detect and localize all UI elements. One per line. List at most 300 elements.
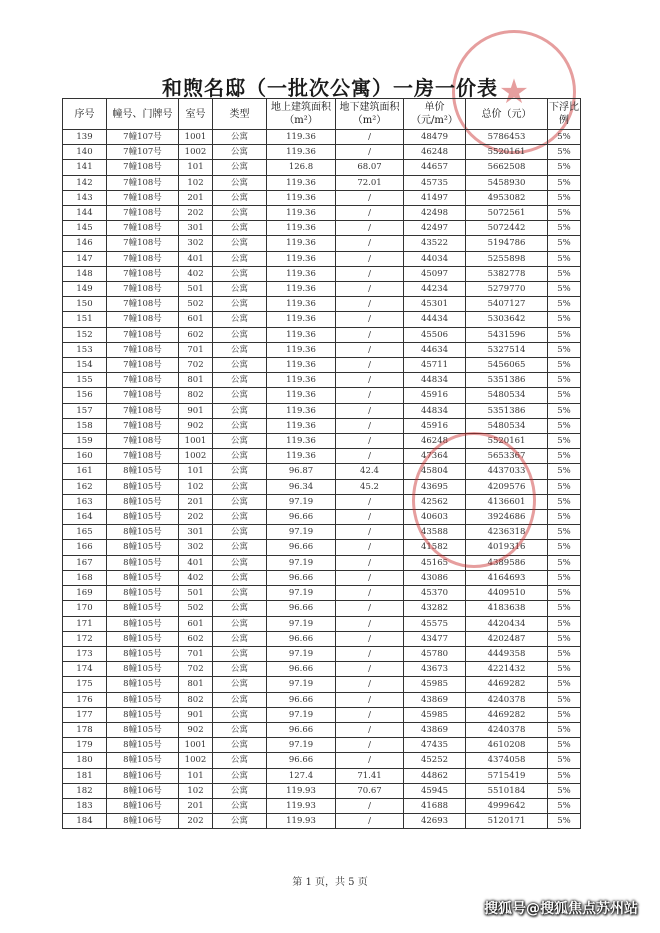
table-cell: 43477: [404, 631, 466, 646]
table-cell: /: [336, 282, 404, 297]
table-cell: 119.36: [267, 358, 336, 373]
table-cell: 402: [179, 266, 213, 281]
table-cell: 5%: [548, 160, 581, 175]
table-cell: 5520161: [466, 434, 548, 449]
table-cell: 45985: [404, 677, 466, 692]
table-cell: 公寓: [213, 175, 267, 190]
table-cell: 公寓: [213, 768, 267, 783]
table-cell: 158: [63, 418, 107, 433]
table-cell: 178: [63, 722, 107, 737]
table-cell: 5%: [548, 570, 581, 585]
table-cell: 175: [63, 677, 107, 692]
table-cell: 119.36: [267, 221, 336, 236]
table-row: [63, 236, 581, 251]
table-row: [63, 814, 581, 829]
table-cell: 4164693: [466, 570, 548, 585]
table-cell: 7幢108号: [107, 388, 179, 403]
table-cell: /: [336, 798, 404, 813]
table-row: [63, 783, 581, 798]
table-cell: 44834: [404, 373, 466, 388]
table-row: [63, 662, 581, 677]
table-cell: 5%: [548, 646, 581, 661]
table-cell: 7幢108号: [107, 403, 179, 418]
table-cell: 174: [63, 662, 107, 677]
table-cell: 5%: [548, 266, 581, 281]
table-cell: 7幢108号: [107, 190, 179, 205]
table-cell: 5255898: [466, 251, 548, 266]
table-cell: 97.19: [267, 555, 336, 570]
table-cell: 401: [179, 251, 213, 266]
table-cell: 96.66: [267, 601, 336, 616]
header-cell: 下浮比例: [548, 99, 581, 130]
table-cell: 202: [179, 206, 213, 221]
table-cell: 1002: [179, 449, 213, 464]
table-cell: 公寓: [213, 707, 267, 722]
table-cell: 42693: [404, 814, 466, 829]
table-cell: /: [336, 692, 404, 707]
table-cell: 163: [63, 494, 107, 509]
table-cell: /: [336, 570, 404, 585]
table-cell: 119.36: [267, 297, 336, 312]
table-row: [63, 798, 581, 813]
table-cell: 5351386: [466, 403, 548, 418]
table-cell: /: [336, 403, 404, 418]
table-cell: 139: [63, 130, 107, 145]
table-cell: 102: [179, 175, 213, 190]
table-cell: 公寓: [213, 297, 267, 312]
table-cell: 4437033: [466, 464, 548, 479]
table-cell: 702: [179, 662, 213, 677]
table-cell: 7幢108号: [107, 175, 179, 190]
table-cell: 5194786: [466, 236, 548, 251]
table-cell: 公寓: [213, 251, 267, 266]
table-cell: 4209576: [466, 479, 548, 494]
table-cell: 5120171: [466, 814, 548, 829]
table-cell: 5%: [548, 190, 581, 205]
table-cell: 5%: [548, 342, 581, 357]
table-cell: 119.93: [267, 783, 336, 798]
table-cell: 168: [63, 570, 107, 585]
table-cell: 5%: [548, 221, 581, 236]
table-cell: 5%: [548, 327, 581, 342]
table-cell: 4469282: [466, 677, 548, 692]
table-cell: 45370: [404, 586, 466, 601]
table-cell: /: [336, 342, 404, 357]
table-cell: 901: [179, 707, 213, 722]
table-cell: 119.93: [267, 798, 336, 813]
table-row: [63, 570, 581, 585]
table-cell: 119.36: [267, 418, 336, 433]
table-cell: /: [336, 449, 404, 464]
table-cell: 公寓: [213, 631, 267, 646]
table-cell: 43086: [404, 570, 466, 585]
table-cell: 7幢108号: [107, 449, 179, 464]
watermark: 搜狐号@搜狐焦点苏州站: [484, 901, 638, 917]
table-cell: 8幢105号: [107, 464, 179, 479]
table-cell: /: [336, 738, 404, 753]
table-cell: 702: [179, 358, 213, 373]
table-cell: 5%: [548, 312, 581, 327]
table-row: [63, 373, 581, 388]
table-cell: 5%: [548, 464, 581, 479]
table-cell: 173: [63, 646, 107, 661]
table-cell: /: [336, 631, 404, 646]
table-cell: 8幢105号: [107, 707, 179, 722]
table-cell: 96.66: [267, 510, 336, 525]
table-cell: 8幢106号: [107, 798, 179, 813]
table-cell: 5456065: [466, 358, 548, 373]
table-cell: 42.4: [336, 464, 404, 479]
table-cell: 501: [179, 282, 213, 297]
table-cell: 97.19: [267, 616, 336, 631]
table-cell: 公寓: [213, 494, 267, 509]
table-cell: 5%: [548, 586, 581, 601]
table-cell: 公寓: [213, 403, 267, 418]
table-cell: /: [336, 145, 404, 160]
table-row: [63, 540, 581, 555]
table-cell: 97.19: [267, 494, 336, 509]
table-cell: 公寓: [213, 616, 267, 631]
table-cell: 43588: [404, 525, 466, 540]
table-cell: 119.36: [267, 236, 336, 251]
table-cell: 167: [63, 555, 107, 570]
table-cell: 5%: [548, 555, 581, 570]
table-cell: 公寓: [213, 373, 267, 388]
table-cell: 4420434: [466, 616, 548, 631]
table-cell: 172: [63, 631, 107, 646]
table-cell: 148: [63, 266, 107, 281]
table-row: [63, 449, 581, 464]
table-cell: 8幢105号: [107, 510, 179, 525]
table-cell: /: [336, 206, 404, 221]
table-cell: 公寓: [213, 266, 267, 281]
table-cell: 5%: [548, 418, 581, 433]
header-cell: 地下建筑面积（m²）: [336, 99, 404, 130]
table-row: [63, 282, 581, 297]
table-cell: 164: [63, 510, 107, 525]
table-cell: 151: [63, 312, 107, 327]
table-cell: 501: [179, 586, 213, 601]
table-cell: 5%: [548, 449, 581, 464]
table-row: [63, 327, 581, 342]
table-cell: /: [336, 525, 404, 540]
table-cell: 7幢108号: [107, 418, 179, 433]
table-cell: 402: [179, 570, 213, 585]
table-cell: /: [336, 266, 404, 281]
table-cell: 182: [63, 783, 107, 798]
table-cell: 119.36: [267, 130, 336, 145]
table-cell: 5%: [548, 358, 581, 373]
table-cell: 8幢105号: [107, 601, 179, 616]
table-cell: 5520161: [466, 145, 548, 160]
table-cell: 45916: [404, 388, 466, 403]
table-cell: 5%: [548, 692, 581, 707]
table-cell: 公寓: [213, 358, 267, 373]
table-cell: /: [336, 434, 404, 449]
table-cell: 7幢107号: [107, 145, 179, 160]
header-cell: 幢号、门牌号: [107, 99, 179, 130]
table-cell: 5653367: [466, 449, 548, 464]
table-cell: 5327514: [466, 342, 548, 357]
table-cell: 4999642: [466, 798, 548, 813]
table-cell: 公寓: [213, 418, 267, 433]
table-cell: 5715419: [466, 768, 548, 783]
table-cell: 147: [63, 251, 107, 266]
table-cell: 8幢105号: [107, 722, 179, 737]
table-cell: 41688: [404, 798, 466, 813]
table-row: [63, 388, 581, 403]
table-cell: 43522: [404, 236, 466, 251]
table-row: [63, 738, 581, 753]
table-cell: /: [336, 494, 404, 509]
table-cell: 72.01: [336, 175, 404, 190]
table-cell: 126.8: [267, 160, 336, 175]
table-cell: 7幢108号: [107, 342, 179, 357]
table-row: [63, 297, 581, 312]
table-cell: 153: [63, 342, 107, 357]
table-row: [63, 160, 581, 175]
table-cell: 公寓: [213, 449, 267, 464]
table-cell: /: [336, 662, 404, 677]
table-cell: 43869: [404, 722, 466, 737]
table-cell: 公寓: [213, 662, 267, 677]
table-cell: /: [336, 677, 404, 692]
table-cell: 97.19: [267, 586, 336, 601]
table-cell: 119.36: [267, 373, 336, 388]
table-cell: 8幢105号: [107, 570, 179, 585]
table-row: [63, 130, 581, 145]
header-cell: 类型: [213, 99, 267, 130]
table-cell: 3924686: [466, 510, 548, 525]
table-cell: 97.19: [267, 525, 336, 540]
table-cell: 146: [63, 236, 107, 251]
table-cell: 1002: [179, 753, 213, 768]
table-cell: 8幢105号: [107, 586, 179, 601]
table-cell: 5%: [548, 616, 581, 631]
table-cell: 119.36: [267, 282, 336, 297]
table-row: [63, 479, 581, 494]
table-cell: 68.07: [336, 160, 404, 175]
table-cell: 119.36: [267, 145, 336, 160]
table-cell: 159: [63, 434, 107, 449]
table-row: [63, 145, 581, 160]
table-cell: 5458930: [466, 175, 548, 190]
table-row: [63, 251, 581, 266]
table-cell: 公寓: [213, 525, 267, 540]
table-row: [63, 677, 581, 692]
table-cell: 5480534: [466, 418, 548, 433]
table-cell: 701: [179, 646, 213, 661]
page-title: 和煦名邸（一批次公寓）一房一价表: [162, 76, 498, 100]
table-cell: 公寓: [213, 221, 267, 236]
table-row: [63, 175, 581, 190]
table-cell: 5510184: [466, 783, 548, 798]
table-row: [63, 434, 581, 449]
table-cell: 202: [179, 814, 213, 829]
table-cell: 184: [63, 814, 107, 829]
table-header-row: [63, 99, 581, 130]
table-cell: 公寓: [213, 312, 267, 327]
table-cell: 119.36: [267, 266, 336, 281]
table-cell: /: [336, 130, 404, 145]
table-cell: 301: [179, 221, 213, 236]
table-cell: 5%: [548, 388, 581, 403]
table-cell: 7幢108号: [107, 358, 179, 373]
table-cell: 902: [179, 722, 213, 737]
table-cell: 公寓: [213, 206, 267, 221]
table-row: [63, 312, 581, 327]
table-cell: 公寓: [213, 722, 267, 737]
table-cell: 302: [179, 236, 213, 251]
table-cell: 5%: [548, 434, 581, 449]
table-cell: 公寓: [213, 540, 267, 555]
table-cell: 96.66: [267, 631, 336, 646]
header-cell: 室号: [179, 99, 213, 130]
price-table: [62, 98, 581, 829]
table-cell: 公寓: [213, 783, 267, 798]
table-cell: 公寓: [213, 479, 267, 494]
table-cell: 8幢105号: [107, 662, 179, 677]
header-cell: 序号: [63, 99, 107, 130]
table-cell: 97.19: [267, 677, 336, 692]
table-cell: 7幢108号: [107, 236, 179, 251]
table-cell: 5072442: [466, 221, 548, 236]
table-cell: 165: [63, 525, 107, 540]
table-cell: 7幢108号: [107, 206, 179, 221]
table-row: [63, 616, 581, 631]
table-cell: 公寓: [213, 814, 267, 829]
table-cell: /: [336, 373, 404, 388]
table-cell: 202: [179, 510, 213, 525]
table-cell: /: [336, 540, 404, 555]
table-cell: 5%: [548, 373, 581, 388]
table-cell: 169: [63, 586, 107, 601]
table-cell: 公寓: [213, 753, 267, 768]
table-cell: /: [336, 646, 404, 661]
table-row: [63, 646, 581, 661]
table-cell: 119.36: [267, 206, 336, 221]
table-cell: 46248: [404, 434, 466, 449]
table-cell: 4236318: [466, 525, 548, 540]
table-cell: 301: [179, 525, 213, 540]
table-cell: 公寓: [213, 342, 267, 357]
table-cell: 42562: [404, 494, 466, 509]
table-cell: 公寓: [213, 464, 267, 479]
table-cell: 5662508: [466, 160, 548, 175]
table-cell: 7幢108号: [107, 373, 179, 388]
table-cell: 公寓: [213, 327, 267, 342]
table-cell: 119.36: [267, 312, 336, 327]
table-cell: 127.4: [267, 768, 336, 783]
table-cell: /: [336, 555, 404, 570]
table-cell: 公寓: [213, 586, 267, 601]
table-cell: 5351386: [466, 373, 548, 388]
table-cell: 公寓: [213, 282, 267, 297]
table-cell: 140: [63, 145, 107, 160]
page-number: 第 1 页，共 5 页: [292, 877, 368, 888]
table-cell: 602: [179, 631, 213, 646]
table-cell: 5%: [548, 494, 581, 509]
table-cell: 143: [63, 190, 107, 205]
table-cell: 公寓: [213, 677, 267, 692]
table-cell: 97.19: [267, 646, 336, 661]
table-cell: 5%: [548, 753, 581, 768]
table-cell: 602: [179, 327, 213, 342]
table-cell: /: [336, 388, 404, 403]
table-cell: 8幢105号: [107, 555, 179, 570]
table-cell: 7幢108号: [107, 434, 179, 449]
table-cell: 4019316: [466, 540, 548, 555]
table-cell: 45735: [404, 175, 466, 190]
table-cell: 1001: [179, 130, 213, 145]
table-row: [63, 753, 581, 768]
table-cell: 801: [179, 373, 213, 388]
table-row: [63, 707, 581, 722]
table-cell: 97.19: [267, 738, 336, 753]
table-cell: /: [336, 312, 404, 327]
table-cell: 41582: [404, 540, 466, 555]
table-row: [63, 555, 581, 570]
table-cell: 5%: [548, 798, 581, 813]
table-cell: 7幢108号: [107, 266, 179, 281]
table-cell: 公寓: [213, 388, 267, 403]
table-cell: 4240378: [466, 692, 548, 707]
table-cell: 44634: [404, 342, 466, 357]
table-cell: 97.19: [267, 707, 336, 722]
table-cell: /: [336, 510, 404, 525]
table-cell: /: [336, 297, 404, 312]
table-cell: 公寓: [213, 145, 267, 160]
table-cell: /: [336, 722, 404, 737]
table-cell: 5%: [548, 236, 581, 251]
table-cell: 47435: [404, 738, 466, 753]
table-cell: 119.36: [267, 434, 336, 449]
table-cell: 8幢106号: [107, 783, 179, 798]
table-cell: 201: [179, 494, 213, 509]
table-cell: 公寓: [213, 570, 267, 585]
table-cell: 701: [179, 342, 213, 357]
table-cell: 8幢106号: [107, 768, 179, 783]
table-cell: 8幢106号: [107, 814, 179, 829]
table-cell: 154: [63, 358, 107, 373]
table-row: [63, 342, 581, 357]
table-row: [63, 494, 581, 509]
table-row: [63, 190, 581, 205]
table-cell: 119.36: [267, 342, 336, 357]
table-cell: 5431596: [466, 327, 548, 342]
table-cell: 8幢105号: [107, 753, 179, 768]
table-cell: 156: [63, 388, 107, 403]
table-cell: 8幢105号: [107, 646, 179, 661]
table-cell: 801: [179, 677, 213, 692]
table-cell: 96.66: [267, 570, 336, 585]
table-cell: 7幢107号: [107, 130, 179, 145]
table-cell: /: [336, 814, 404, 829]
table-cell: /: [336, 616, 404, 631]
table-cell: 公寓: [213, 510, 267, 525]
table-cell: 5%: [548, 783, 581, 798]
table-cell: 119.36: [267, 190, 336, 205]
table-cell: 45301: [404, 297, 466, 312]
table-cell: 181: [63, 768, 107, 783]
table-cell: 96.66: [267, 753, 336, 768]
table-cell: 5072561: [466, 206, 548, 221]
table-cell: 4469282: [466, 707, 548, 722]
table-cell: 180: [63, 753, 107, 768]
table-cell: 96.34: [267, 479, 336, 494]
table-cell: 8幢105号: [107, 631, 179, 646]
table-cell: 43869: [404, 692, 466, 707]
